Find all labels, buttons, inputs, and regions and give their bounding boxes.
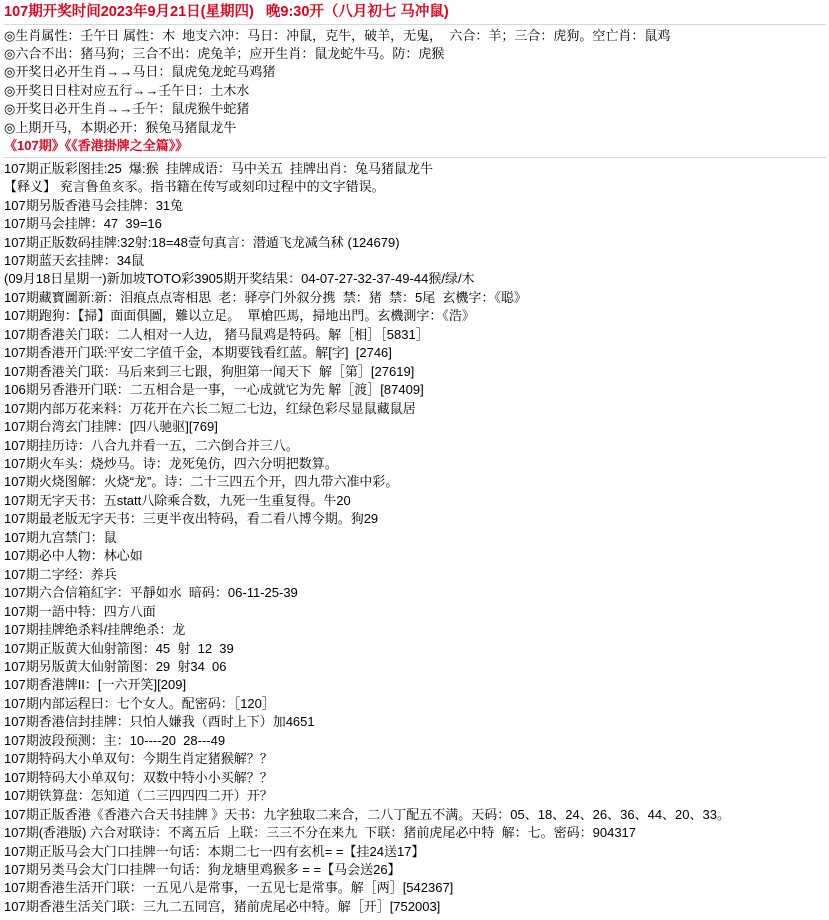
body-line: 107期九宫禁门：鼠 [4, 529, 117, 545]
body-line: 107期正版黄大仙射箭图：45 射 12 39 [4, 640, 234, 656]
body-line: 107期六合信箱紅字：平靜如水 暗码：06-11-25-39 [4, 585, 298, 601]
body-line: 107期蓝天玄挂牌：34鼠 [4, 253, 145, 269]
top-line: ◎开奖日日柱对应五行→→壬午日：土木水 [4, 82, 250, 98]
body-line: 107期香港生活关门联：三九二五同宫，猪前虎尾必中特。解［开］[752003] [4, 898, 441, 914]
body-line: 107期马会挂牌：47 39=16 [4, 216, 162, 232]
body-line: 107期火车头：烧炒马。诗：龙死兔仿，四六分明把数算。 [4, 456, 338, 471]
body-line: 107期波段预测：主：10----20 28---49 [4, 732, 226, 748]
body-line: 107期二字经：养兵 [4, 566, 117, 582]
body-line: 107期正版香港《香港六合天书挂牌 》天书：九字独取二来合，二八丁配五不满。天码：05、18、24、26、36、44、20、33。 [4, 806, 730, 822]
body-line: 107期香港关门联：马后来到三七跟，狗胆第一闻天下 解［第］[27619] [4, 363, 415, 379]
section-divider [4, 157, 826, 158]
body-line: 107期内部万花来料：万花开在六长二短二七边，红绿色彩尽显鼠藏鼠居 [4, 400, 416, 416]
body-line: 106期另香港开门联：二五相合是一事，一心成就它为先 解［渡］[87409] [4, 382, 424, 398]
top-line: ◎开奖日必开生肖→→壬午：鼠虎猴牛蛇猪 [4, 101, 250, 117]
body-line: 107期香港信封挂牌：只怕人嫌我（酉时上下）加4651 [4, 714, 315, 730]
body-line: 107期另版黄大仙射箭图：29 射34 06 [4, 658, 227, 674]
body-line: 107期最老版无字天书：三更半夜出特码，看二看八博今期。狗29 [4, 511, 379, 527]
top-line: ◎开奖日必开生肖→→马日：鼠虎兔龙蛇马鸡猪 [4, 64, 276, 80]
top-line: ◎六合不出：猪马狗；三合不出：虎兔羊；应开生肖：鼠龙蛇牛马。防：虎猴 [4, 46, 445, 62]
body-line: 107期正版彩图挂:25 爆:猴 挂牌成语：马中关五 挂牌出肖：兔马猪鼠龙牛 [4, 160, 434, 176]
body-line: 107期火烧图解：火烧“龙”。诗：二十三四五个开，四九带六准中彩。 [4, 474, 399, 490]
body-line: 107期香港开门联:平安二字值千金，本期要钱看红蓝。解[字] [2746] [4, 345, 392, 361]
body-line: 107期台湾玄门挂牌：[四八驰驱][769] [4, 419, 218, 435]
body-line: 107期跑狗：【掃】面面俱圖，難以立足。 單槍匹馬，掃地出門。玄機測字：《浩》 [4, 308, 475, 324]
page-title: 107期开奖时间2023年9月21日(星期四) 晚9:30开（八月初七 马冲鼠) [4, 4, 449, 20]
body-line: 107期一語中特：四方八面 [4, 603, 156, 619]
title-divider [4, 24, 826, 25]
body-line: 107期香港关门联：二人相对一人边， 猪马鼠鸡是特码。解［相］［5831］ [4, 326, 429, 342]
body-line: 107期必中人物：林心如 [4, 548, 143, 564]
body-line: 107期正版马会大门口挂牌一句话：本期二七一四有玄机= =【挂24送17】 [4, 843, 425, 859]
top-line: ◎上期开马，本期必开：猴兔马猪鼠龙牛 [4, 119, 237, 135]
body-line: 107期另类马会大门口挂牌一句话：狗龙塘里鸡猴多 = =【马会送26】 [4, 861, 401, 877]
body-line: 107期另版香港马会挂牌：31兔 [4, 197, 184, 213]
body-line: 107期特码大小单双句：双数中特小小买解？？ [4, 769, 273, 785]
body-line: (09月18日星期一)新加坡TOTO彩3905期开奖结果：04-07-27-32-37-49-44猴/绿/木 [4, 271, 475, 287]
section-title: 《107期》《《香港掛牌之全篇》》 [4, 138, 189, 154]
body-line: 107期挂牌绝杀料/挂牌绝杀：龙 [4, 622, 186, 638]
body-line: 107期正版数码挂牌:32射:18=48壹句真言：潜遁飞龙减刍秫 (124679) [4, 234, 400, 250]
top-attribute-block [4, 27, 829, 138]
body-line: 【释义】 兖言鲁鱼亥豕。指书籍在传写或刻印过程中的文字错误。 [4, 179, 385, 195]
body-line: 107期(香港版) 六合对联诗：不离五后 上联：三三不分在来九 下联：猪前虎尾必中特 解：七。密码：904317 [4, 825, 637, 841]
body-line: 107期内部运程曰：七个女人。配密码：［120］ [4, 695, 275, 711]
body-line: 107期无字天书：五statt八除乘合数，九死一生重复得。牛20 [4, 492, 351, 508]
top-line: ◎生肖属性：壬午日 属性：木 地支六冲：马日：冲鼠，克牛，破羊，无鬼， 六合：羊；三合：虎狗。空亡肖：鼠鸡 [4, 27, 671, 43]
body-line: 107期香港牌II：[一六开笑][209] [4, 677, 187, 693]
body-line: 107期特码大小单双句：今期生肖定猪猴解？？ [4, 751, 273, 767]
body-line: 107期挂历诗：八合九并看一五，二六倒合并三八。 [4, 437, 299, 453]
body-line: 107期藏寶圖新:新：泪痕点点寄相思 老：驿亭门外叙分携 禁：猪 禁：5尾 玄機字：《聪》 [4, 289, 527, 305]
body-line: 107期香港生活开门联：一五见八是常事，一五见七是常事。解［两］[542367] [4, 880, 454, 896]
body-block [4, 160, 829, 917]
body-line: 107期铁算盘：怎知道（二三四四四二开）开？ [4, 788, 273, 804]
